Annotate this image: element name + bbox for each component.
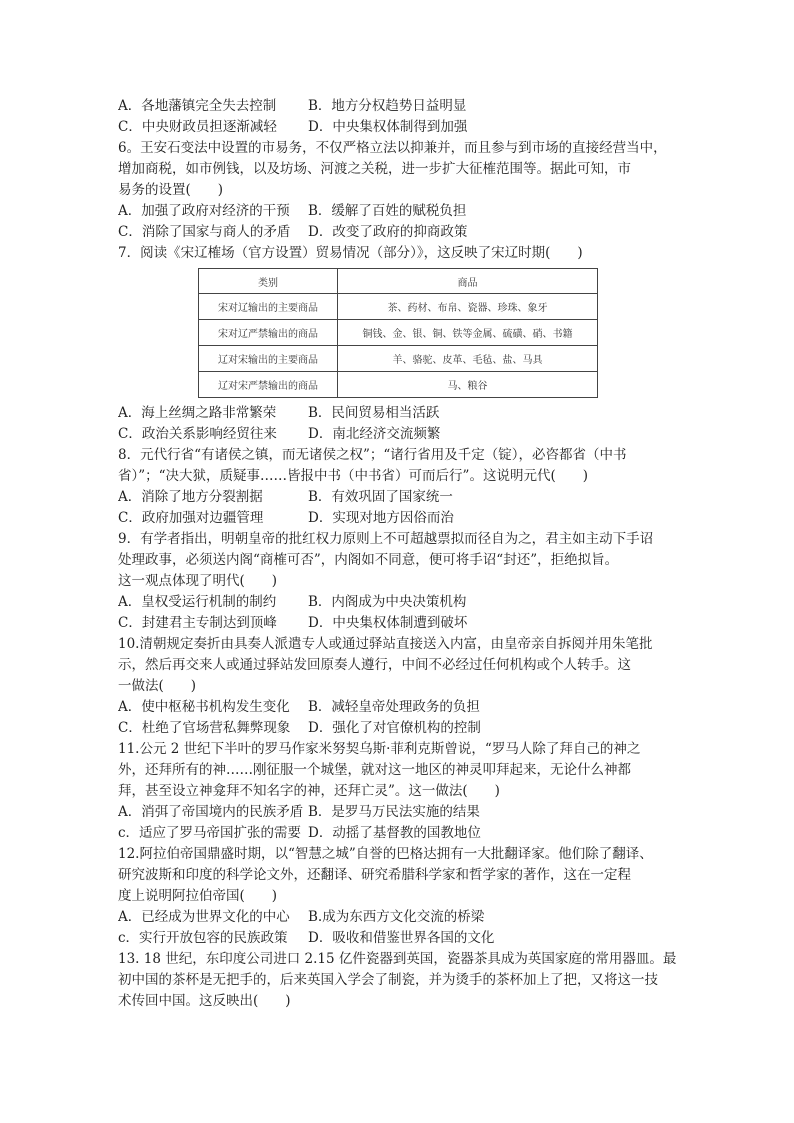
answer-option[interactable]: B．减轻皇帝处理政务的负担: [308, 699, 480, 715]
question-stem-line: 9．有学者指出，明朝皇帝的批红权力原则上不可超越票拟而径自为之，君主如主动下手诏: [118, 531, 654, 547]
answer-option[interactable]: A．消除了地方分裂割据: [118, 489, 263, 505]
table-header: 类别: [199, 269, 338, 294]
question-stem-line: 这一观点体现了明代( ): [118, 573, 278, 589]
answer-option[interactable]: C．中央财政员担逐渐减轻: [118, 119, 277, 135]
option-row: [118, 823, 678, 844]
question-q13: [118, 949, 678, 1012]
answer-option[interactable]: D．吸收和借鉴世界各国的文化: [308, 930, 495, 946]
answer-option[interactable]: C．政治关系影响经贸往来: [118, 426, 277, 442]
option-row: [118, 928, 678, 949]
answer-option[interactable]: A．加强了政府对经济的干预: [118, 203, 290, 219]
answer-option[interactable]: B．是罗马万民法实施的结果: [308, 804, 480, 820]
question-q6: [118, 138, 678, 243]
answer-option[interactable]: B．地方分权趋势日益明显: [308, 98, 467, 114]
question-stem-line: 省）”；“决大狱，质疑事……皆报中书（中书省）可而后行”。这说明元代( ): [118, 468, 588, 484]
option-row: [118, 117, 678, 138]
option-row: [118, 222, 678, 243]
question-stem-line: 外，还拜所有的神……刚征服一个城堡，就对这一地区的神灵叩拜起来，无论什么神都: [118, 762, 631, 778]
option-row: [118, 697, 678, 718]
table-cell: 宋对辽输出的主要商品: [199, 294, 338, 320]
question-stem-line: 研究波斯和印度的科学论文外，还翻译、研究希腊科学家和哲学家的著作，这在一定程: [118, 867, 631, 883]
answer-option[interactable]: A．皇权受运行机制的制约: [118, 594, 277, 610]
answer-option[interactable]: B．缓解了百姓的赋税负担: [308, 203, 467, 219]
question-q12: [118, 844, 678, 949]
answer-option[interactable]: c．实行开放包容的民族政策: [118, 930, 288, 946]
option-row: [118, 424, 678, 445]
answer-option[interactable]: A．已经成为世界文化的中心: [118, 909, 290, 925]
question-q5: [118, 96, 678, 138]
answer-option[interactable]: D．中央集权体制得到加强: [308, 119, 468, 135]
question-q10: [118, 634, 678, 739]
option-row: [118, 718, 678, 739]
question-stem-line: 度上说明阿拉伯帝国( ): [118, 888, 278, 904]
answer-option[interactable]: D．实现对地方因俗而治: [308, 510, 454, 526]
answer-option[interactable]: A．海上丝绸之路非常繁荣: [118, 405, 277, 421]
option-row: [118, 592, 678, 613]
answer-option[interactable]: B.成为东西方文化交流的桥梁: [308, 909, 485, 925]
question-q11: [118, 739, 678, 844]
table-cell: 马、粮谷: [338, 372, 598, 398]
question-q9: [118, 529, 678, 634]
answer-option[interactable]: A．使中枢秘书机构发生变化: [118, 699, 290, 715]
option-row: [118, 907, 678, 928]
answer-option[interactable]: D．强化了对官僚机构的控制: [308, 720, 481, 736]
question-stem-line: 易务的设置( ): [118, 182, 224, 198]
trade-table: [198, 268, 598, 398]
option-row: [118, 802, 678, 823]
question-stem-line: 拜，甚至设立神龛拜不知名字的神，还拜亡灵”。这一做法( ): [118, 783, 500, 799]
table-row: [199, 320, 598, 346]
table-cell: 辽对宋输出的主要商品: [199, 346, 338, 372]
table-row: [199, 372, 598, 398]
option-row: [118, 487, 678, 508]
option-row: [118, 508, 678, 529]
question-stem-line: 11.公元 2 世纪下半叶的罗马作家米努契乌斯·菲利克斯曾说，“罗马人除了拜自己的神之: [118, 741, 641, 757]
table-cell: 铜钱、金、银、铜、铁等金属、硫磺、硝、书籍: [338, 320, 598, 346]
question-stem-line: 一做法( ): [118, 678, 197, 694]
answer-option[interactable]: B．有效巩固了国家统一: [308, 489, 453, 505]
answer-option[interactable]: D．南北经济交流频繁: [308, 426, 441, 442]
option-row: [118, 613, 678, 634]
answer-option[interactable]: D．中央集权体制遭到破坏: [308, 615, 468, 631]
answer-option[interactable]: D．动摇了基督教的国教地位: [308, 825, 481, 841]
answer-option[interactable]: C．杜绝了官场营私舞弊现象: [118, 720, 291, 736]
answer-option[interactable]: B．民间贸易相当活跃: [308, 405, 440, 421]
question-stem-line: 示，然后再交来人或通过驿站发回原奏人遵行，中间不必经过任何机构或个人转手。这: [118, 657, 631, 673]
question-stem-line: 增加商税，如市例钱，以及坊场、河渡之关税，进一步扩大征榷范围等。据此可知，市: [118, 161, 631, 177]
question-stem-line: 7．阅读《宋辽榷场（官方设置）贸易情况（部分）》，这反映了宋辽时期( ): [118, 245, 583, 261]
question-stem-line: 处理政事，必须送内阁“商榷可否”，内阁如不同意，便可将手诏“封还”，拒绝拟旨。: [118, 552, 619, 568]
option-row: [118, 201, 678, 222]
table-cell: 辽对宋严禁输出的商品: [199, 372, 338, 398]
question-stem-line: 10.清朝规定奏折由具奏人派遣专人或通过驿站直接送入内富，由皇帝亲自拆阅并用朱笔批: [118, 636, 653, 652]
question-stem-line: 8．元代行省“有诸侯之镇，而无诸侯之权”；“诸行省用及千定（锭），必咨都省（中书: [118, 447, 627, 463]
answer-option[interactable]: A．各地藩镇完全失去控制: [118, 98, 277, 114]
question-stem-line: 13. 18 世纪，东印度公司进口 2.15 亿件瓷器到英国，瓷器茶具成为英国家庭的常用器皿。最: [118, 951, 677, 967]
answer-option[interactable]: A．消弭了帝国境内的民族矛盾: [118, 804, 304, 820]
option-row: [118, 403, 678, 424]
question-list: [118, 96, 678, 1012]
question-stem-line: 6。王安石变法中设置的市易务，不仅严格立法以抑兼并，而且参与到市场的直接经营当中，: [118, 140, 667, 156]
answer-option[interactable]: D．改变了政府的抑商政策: [308, 224, 468, 240]
table-header: 商品: [338, 269, 598, 294]
question-stem-line: 12.阿拉伯帝国鼎盛时期，以“智慧之城”自誉的巴格达拥有一大批翻译家。他们除了翻译、: [118, 846, 653, 862]
answer-option[interactable]: C．政府加强对边疆管理: [118, 510, 264, 526]
answer-option[interactable]: B．内阁成为中央决策机构: [308, 594, 467, 610]
table-cell: 宋对辽严禁输出的商品: [199, 320, 338, 346]
table-cell: 羊、骆驼、皮革、毛毡、盐、马具: [338, 346, 598, 372]
table-cell: 茶、药材、布帛、瓷器、珍珠、象牙: [338, 294, 598, 320]
table-row: [199, 294, 598, 320]
table-row: [199, 346, 598, 372]
answer-option[interactable]: C．消除了国家与商人的矛盾: [118, 224, 291, 240]
answer-option[interactable]: c．适应了罗马帝国扩张的需要: [118, 825, 302, 841]
option-row: [118, 96, 678, 117]
answer-option[interactable]: C．封建君主专制达到顶峰: [118, 615, 277, 631]
question-q8: [118, 445, 678, 529]
question-stem-line: 术传回中国。这反映出( ): [118, 993, 291, 1009]
question-q7: [118, 243, 678, 445]
question-stem-line: 初中国的茶杯是无把手的，后来英国入学会了制瓷，并为烫手的茶杯加上了把，又将这一技: [118, 972, 658, 988]
